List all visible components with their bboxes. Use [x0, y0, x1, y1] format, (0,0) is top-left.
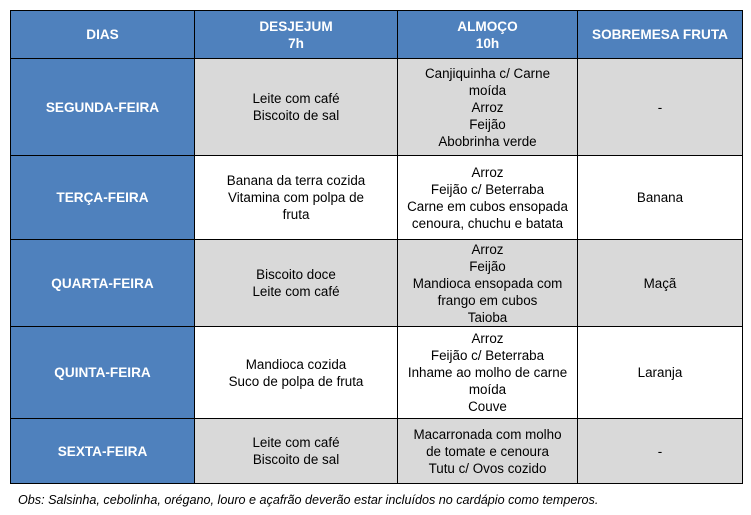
- menu-item: Biscoito de sal: [252, 452, 340, 467]
- menu-item: moída: [468, 82, 507, 98]
- menu-item: Carne em cubos ensopada: [407, 198, 568, 214]
- menu-item: Banana da terra cozida: [226, 173, 366, 188]
- header-almoco-title: ALMOÇO: [457, 18, 518, 34]
- menu-item: Feijão c/ Beterraba: [430, 348, 545, 363]
- sobremesa-cell: Banana: [578, 156, 743, 240]
- almoco-cell: [398, 327, 578, 419]
- header-desjejum: [195, 11, 398, 59]
- sobremesa-cell: -: [578, 59, 743, 156]
- menu-item: Vitamina com polpa de: [228, 190, 364, 205]
- menu-item: Feijão: [469, 258, 506, 274]
- header-dias: DIAS: [11, 11, 195, 59]
- menu-item: Arroz: [471, 241, 504, 257]
- table-row: [11, 419, 743, 484]
- menu-item: Feijão c/ Beterraba: [430, 181, 545, 197]
- menu-item: Arroz: [471, 164, 504, 180]
- menu-item: Feijão: [469, 116, 506, 132]
- table-row: [11, 327, 743, 419]
- menu-item: Leite com café: [252, 91, 340, 106]
- day-label: QUINTA-FEIRA: [11, 327, 195, 419]
- menu-item: Taioba: [467, 309, 508, 325]
- menu-item: fruta: [282, 207, 310, 222]
- menu-table: [10, 10, 743, 484]
- almoco-cell: [398, 59, 578, 156]
- menu-item: Mandioca ensopada com: [412, 275, 563, 291]
- sobremesa-cell: Laranja: [578, 327, 743, 419]
- header-almoco-time: 10h: [475, 35, 500, 51]
- menu-item: moída: [468, 382, 507, 397]
- desjejum-cell: [195, 59, 398, 156]
- desjejum-cell: [195, 156, 398, 240]
- table-row: [11, 59, 743, 156]
- header-desjejum-time: 7h: [288, 35, 304, 51]
- header-desjejum-title: DESJEJUM: [259, 18, 333, 34]
- menu-item: Leite com café: [252, 284, 340, 299]
- desjejum-cell: [195, 419, 398, 484]
- almoco-cell: [398, 240, 578, 327]
- almoco-cell: [398, 419, 578, 484]
- header-almoco: [398, 11, 578, 59]
- menu-item: Biscoito de sal: [252, 108, 340, 123]
- table-row: [11, 240, 743, 327]
- menu-item: Abobrinha verde: [438, 133, 537, 149]
- menu-item: Leite com café: [252, 435, 340, 450]
- menu-item: frango em cubos: [437, 292, 538, 308]
- header-row: [11, 11, 743, 59]
- almoco-cell: [398, 156, 578, 240]
- menu-item: Arroz: [471, 331, 504, 346]
- day-label: QUARTA-FEIRA: [11, 240, 195, 327]
- menu-item: Arroz: [471, 99, 504, 115]
- menu-item: Tutu c/ Ovos cozido: [428, 460, 547, 476]
- menu-item: cenoura, chuchu e batata: [411, 215, 564, 231]
- menu-item: Couve: [468, 399, 507, 414]
- menu-item: Canjiquinha c/ Carne: [424, 65, 551, 81]
- menu-item: Macarronada com molho: [413, 426, 562, 442]
- day-label: TERÇA-FEIRA: [11, 156, 195, 240]
- menu-item: Biscoito doce: [256, 267, 336, 282]
- desjejum-cell: [195, 240, 398, 327]
- menu-item: Inhame ao molho de carne: [407, 365, 568, 380]
- header-sobremesa: SOBREMESA FRUTA: [578, 11, 743, 59]
- day-label: SEGUNDA-FEIRA: [11, 59, 195, 156]
- desjejum-cell: [195, 327, 398, 419]
- menu-item: Suco de polpa de fruta: [228, 373, 364, 389]
- table-row: [11, 156, 743, 240]
- observation-note: Obs: Salsinha, cebolinha, orégano, louro e açafrão deverão estar incluídos no cardápio como temperos.: [18, 493, 599, 507]
- day-label: SEXTA-FEIRA: [11, 419, 195, 484]
- sobremesa-cell: -: [578, 419, 743, 484]
- menu-item: de tomate e cenoura: [426, 443, 549, 459]
- sobremesa-cell: Maçã: [578, 240, 743, 327]
- menu-item: Mandioca cozida: [245, 356, 347, 372]
